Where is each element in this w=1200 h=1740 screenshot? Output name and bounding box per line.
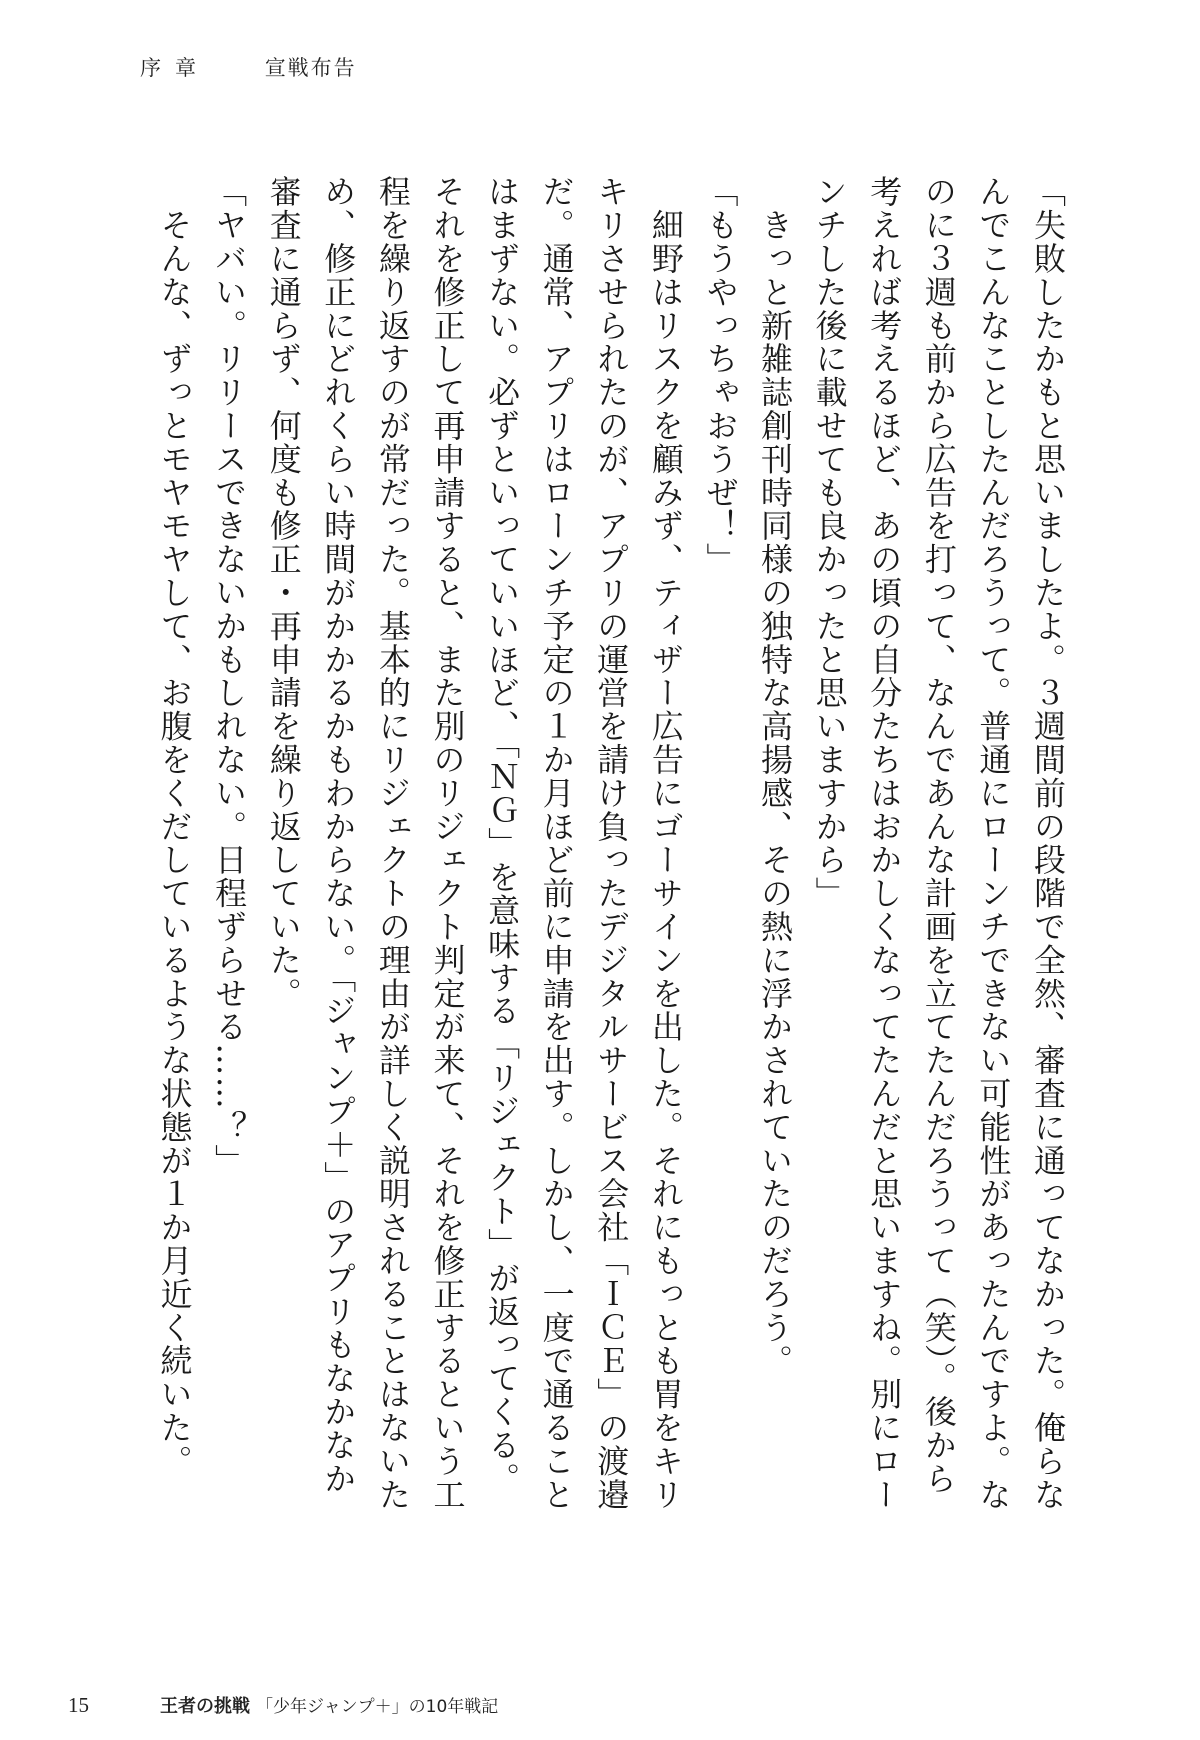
text-line: のに３週も前から広告を打って、なんであんな計画を立てたんだろうって（笑）。後から	[919, 175, 958, 1495]
text-line: 「失敗したかもと思いましたよ。３週間前の段階で全然、審査に通ってなかった。俺らな	[1029, 175, 1067, 1511]
text-line: 「ヤバい。リリースできないかもしれない。日程ずらせる……？」	[210, 175, 249, 1177]
book-subtitle: 「少年ジャンプ＋」の10年戦記	[256, 1697, 499, 1717]
text-line: それを修正して再申請すると、また別のリジェクト判定が来て、それを修正するという工	[428, 175, 467, 1511]
text-line: 程を繰り返すのが常だった。基本的にリジェクトの理由が詳しく説明されることはないた	[373, 175, 412, 1511]
text-line: キリさせられたのが、アプリの運営を請け負ったデジタルサービス会社「ＩＣＥ」の渡邉	[592, 175, 631, 1511]
text-line: 「もうやっちゃおうぜ！」	[701, 175, 740, 576]
text-line: んでこんなことしたんだろうって。普通にローンチできない可能性があったんですよ。な	[974, 175, 1013, 1511]
text-line: きっと新雑誌創刊時同様の独特な高揚感、その熱に浮かされていたのだろう。	[756, 175, 795, 1378]
text-line: そんな、ずっとモヤモヤして、お腹をくだしているような状態が１か月近く続いた。	[155, 175, 194, 1478]
text-line: 考えれば考えるほど、あの頃の自分たちはおかしくなってたんだと思いますね。別にロー	[865, 175, 904, 1511]
text-line: 細野はリスクを顧みず、ティザー広告にゴーサインを出した。それにもっとも胃をキリ	[646, 175, 685, 1511]
text-line: め、修正にどれくらい時間がかかるかもわからない。「ジャンプ＋」のアプリもなかなか	[319, 175, 358, 1495]
page-number: 15	[68, 1693, 89, 1717]
text-line: はまずない。必ずといっていいほど、「ＮＧ」を意味する「リジェクト」が返ってくる。	[483, 175, 522, 1495]
page-footer	[68, 1692, 498, 1718]
body-text	[75, 175, 1075, 1595]
section-title: 宣戦布告	[264, 56, 357, 80]
running-head	[140, 52, 357, 82]
text-line: 審査に通らず、何度も修正・再申請を繰り返していた。	[264, 175, 303, 1010]
text-line: ンチした後に載せても良かったと思いますから」	[810, 175, 849, 910]
text-line: だ。通常、アプリはローンチ予定の１か月ほど前に申請を出す。しかし、一度で通ること	[537, 175, 576, 1511]
book-title: 王者の挑戦	[160, 1696, 250, 1717]
chapter-label: 序章	[140, 56, 210, 80]
